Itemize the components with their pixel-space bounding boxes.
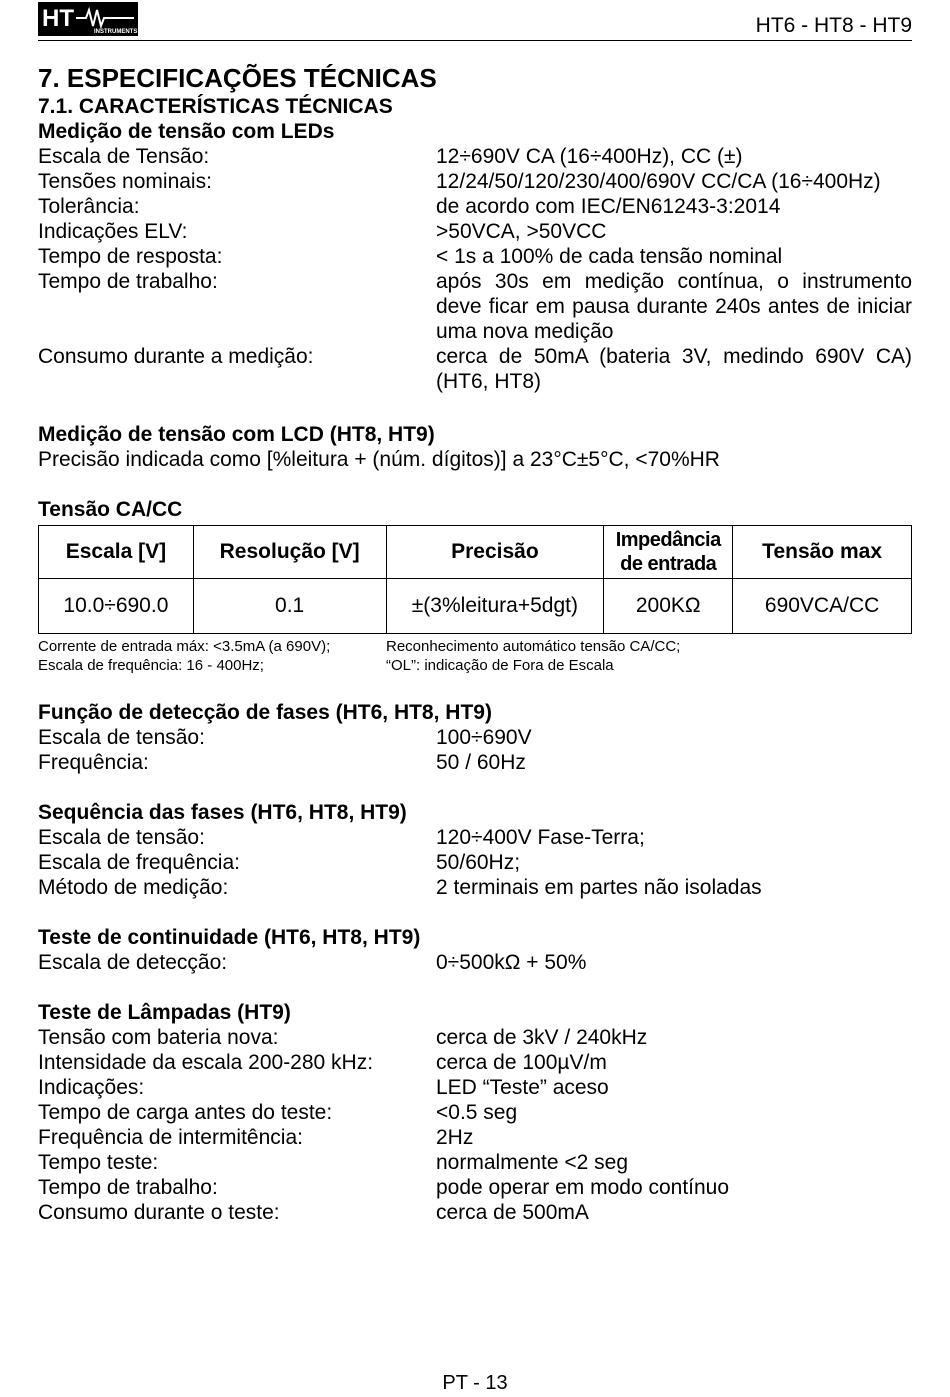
spec-row: [38, 194, 912, 219]
section-subtitle: 7.1. CARACTERÍSTICAS TÉCNICAS: [38, 95, 393, 118]
table-notes: [38, 637, 912, 675]
lcd-measurement-heading: Medição de tensão com LCD (HT8, HT9): [38, 423, 435, 446]
spec-value: 2 terminais em partes não isoladas: [436, 876, 762, 899]
section-title: 7. ESPECIFICAÇÕES TÉCNICAS: [38, 63, 437, 93]
spec-key: Tensões nominais:: [38, 170, 212, 193]
spec-value: cerca de 50mA (bateria 3V, medindo 690V CA) (HT6, HT8): [436, 345, 912, 393]
spec-key: Tempo de trabalho:: [38, 1176, 218, 1199]
spec-key: Consumo durante a medição:: [38, 345, 314, 368]
table-note: Escala de frequência: 16 - 400Hz;: [38, 657, 264, 674]
table-note: “OL”: indicação de Fora de Escala: [386, 657, 614, 674]
spec-row: [38, 1050, 912, 1075]
spec-key: Indicações:: [38, 1076, 145, 1099]
ht-instruments-logo: [38, 2, 138, 36]
spec-value: LED “Teste” aceso: [436, 1076, 609, 1099]
voltage-spec-table: [38, 525, 912, 634]
spec-value: normalmente <2 seg: [436, 1151, 629, 1174]
table-header-cell: Impedância de entrada: [604, 526, 733, 579]
spec-key: Escala de frequência:: [38, 851, 240, 874]
table-cell: 200KΩ: [604, 579, 733, 634]
table-header-row: [39, 526, 912, 579]
table-cell: ±(3%leitura+5dgt): [386, 579, 604, 634]
spec-value: 50 / 60Hz: [436, 751, 526, 774]
spec-row: [38, 1125, 912, 1150]
header-rule: [38, 40, 912, 41]
spec-row: [38, 169, 912, 194]
spec-row: [38, 244, 912, 269]
spec-key: Tensão com bateria nova:: [38, 1026, 279, 1049]
table-header-cell: Escala [V]: [39, 526, 194, 579]
table-header-cell: Tensão max: [733, 526, 912, 579]
spec-key: Frequência de intermitência:: [38, 1126, 303, 1149]
spec-value: de acordo com IEC/EN61243-3:2014: [436, 195, 781, 218]
spec-row: [38, 750, 912, 775]
spec-value: 2Hz: [436, 1126, 474, 1149]
spec-key: Método de medição:: [38, 876, 229, 899]
spec-key: Indicações ELV:: [38, 220, 188, 243]
spec-value: < 1s a 100% de cada tensão nominal: [436, 245, 783, 268]
continuity-heading: Teste de continuidade (HT6, HT8, HT9): [38, 926, 421, 949]
spec-value: cerca de 100µV/m: [436, 1051, 607, 1074]
led-measurement-specs: [38, 144, 912, 394]
table-cell: 10.0÷690.0: [39, 579, 194, 634]
table-cell: 0.1: [193, 579, 386, 634]
spec-value: após 30s em medição contínua, o instrumento deve ficar em pausa durante 240s antes de iniciar uma nova medição: [436, 270, 912, 343]
spec-key: Escala de detecção:: [38, 951, 228, 974]
spec-key: Intensidade da escala 200-280 kHz:: [38, 1051, 374, 1074]
spec-value: cerca de 3kV / 240kHz: [436, 1026, 648, 1049]
spec-key: Consumo durante o teste:: [38, 1201, 280, 1224]
svg-text:INSTRUMENTS: INSTRUMENTS: [94, 29, 138, 35]
spec-row: [38, 269, 912, 344]
spec-row: [38, 1075, 912, 1100]
spec-row: [38, 144, 912, 169]
page-number: PT - 13: [442, 1372, 508, 1394]
accuracy-note: Precisão indicada como [%leitura + (núm. dígitos)] a 23°C±5°C, <70%HR: [38, 448, 720, 471]
svg-text:HT: HT: [42, 5, 74, 32]
spec-key: Tempo de trabalho:: [38, 270, 218, 293]
spec-value: 50/60Hz;: [436, 851, 521, 874]
spec-value: 100÷690V: [436, 726, 532, 749]
table-header-cell: Precisão: [386, 526, 604, 579]
spec-row: [38, 1025, 912, 1050]
spec-row: [38, 950, 912, 975]
spec-row: [38, 875, 912, 900]
table-header-cell: Resolução [V]: [193, 526, 386, 579]
table-title: Tensão CA/CC: [38, 498, 183, 521]
spec-key: Frequência:: [38, 751, 149, 774]
spec-key: Tempo teste:: [38, 1151, 159, 1174]
spec-value: >50VCA, >50VCC: [436, 220, 607, 243]
spec-key: Escala de tensão:: [38, 726, 205, 749]
spec-value: 12/24/50/120/230/400/690V CC/CA (16÷400Hz): [436, 170, 881, 193]
spec-value: 0÷500kΩ + 50%: [436, 951, 587, 974]
spec-row: [38, 219, 912, 244]
phase-detection-heading: Função de detecção de fases (HT6, HT8, HT9): [38, 701, 492, 724]
table-note: Reconhecimento automático tensão CA/CC;: [386, 638, 681, 655]
spec-key: Tempo de carga antes do teste:: [38, 1101, 333, 1124]
phase-sequence-heading: Sequência das fases (HT6, HT8, HT9): [38, 801, 407, 824]
spec-row: [38, 344, 912, 394]
spec-row: [38, 1175, 912, 1200]
spec-value: cerca de 500mA: [436, 1201, 589, 1224]
spec-value: 120÷400V Fase-Terra;: [436, 826, 645, 849]
spec-value: <0.5 seg: [436, 1101, 518, 1124]
lamp-test-heading: Teste de Lâmpadas (HT9): [38, 1001, 291, 1024]
spec-key: Tempo de resposta:: [38, 245, 223, 268]
spec-key: Escala de Tensão:: [38, 145, 210, 168]
table-row: [39, 579, 912, 634]
spec-row: [38, 1200, 912, 1225]
table-cell: 690VCA/CC: [733, 579, 912, 634]
model-code: HT6 - HT8 - HT9: [755, 14, 912, 37]
spec-key: Tolerância:: [38, 195, 140, 218]
spec-row: [38, 725, 912, 750]
page-content: [38, 64, 912, 1225]
spec-row: [38, 825, 912, 850]
spec-value: pode operar em modo contínuo: [436, 1176, 730, 1199]
led-measurement-heading: Medição de tensão com LEDs: [38, 120, 335, 143]
spec-row: [38, 1150, 912, 1175]
spec-row: [38, 850, 912, 875]
table-note: Corrente de entrada máx: <3.5mA (a 690V);: [38, 638, 331, 655]
spec-key: Escala de tensão:: [38, 826, 205, 849]
spec-value: 12÷690V CA (16÷400Hz), CC (±): [436, 145, 743, 168]
spec-row: [38, 1100, 912, 1125]
